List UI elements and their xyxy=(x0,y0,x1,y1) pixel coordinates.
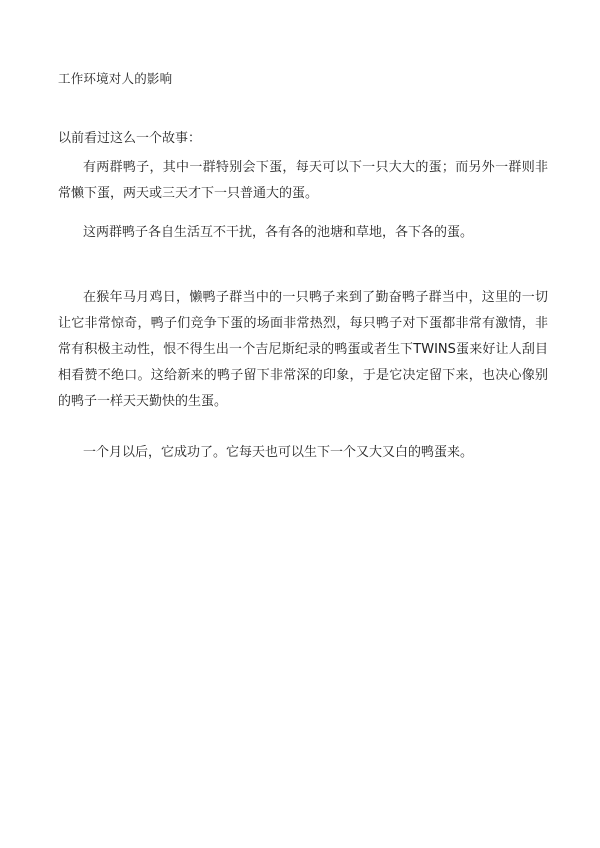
document-title: 工作环境对人的影响 xyxy=(58,71,173,86)
story-paragraph-1: 有两群鸭子，其中一群特别会下蛋，每天可以下一只大大的蛋；而另外一群则非常懒下蛋，两天或三天才下一只普通大的蛋。 xyxy=(58,160,548,201)
intro-line: 以前看过这么一个故事： xyxy=(58,131,202,146)
story-paragraph-2: 这两群鸭子各自生活互不干扰，各有各的池塘和草地，各下各的蛋。 xyxy=(83,225,474,240)
story-paragraph-4: 一个月以后，它成功了。它每天也可以生下一个又大又白的鸭蛋来。 xyxy=(83,445,474,460)
story-paragraph-3: 在猴年马月鸡日，懒鸭子群当中的一只鸭子来到了勤奋鸭子群当中，这里的一切让它非常惊奇，鸭子们竞争下蛋的场面非常热烈，每只鸭子对下蛋都非常有激情，非常有积极主动性，恨不得生出一个吉尼斯纪录的鸭蛋或者生下TWINS蛋来好让人刮目相看赞不绝口。这给新来的鸭子留下非常深的印象，于是它决定留下来，也决心像别的鸭子一样天天勤快的生蛋。 xyxy=(58,290,548,409)
